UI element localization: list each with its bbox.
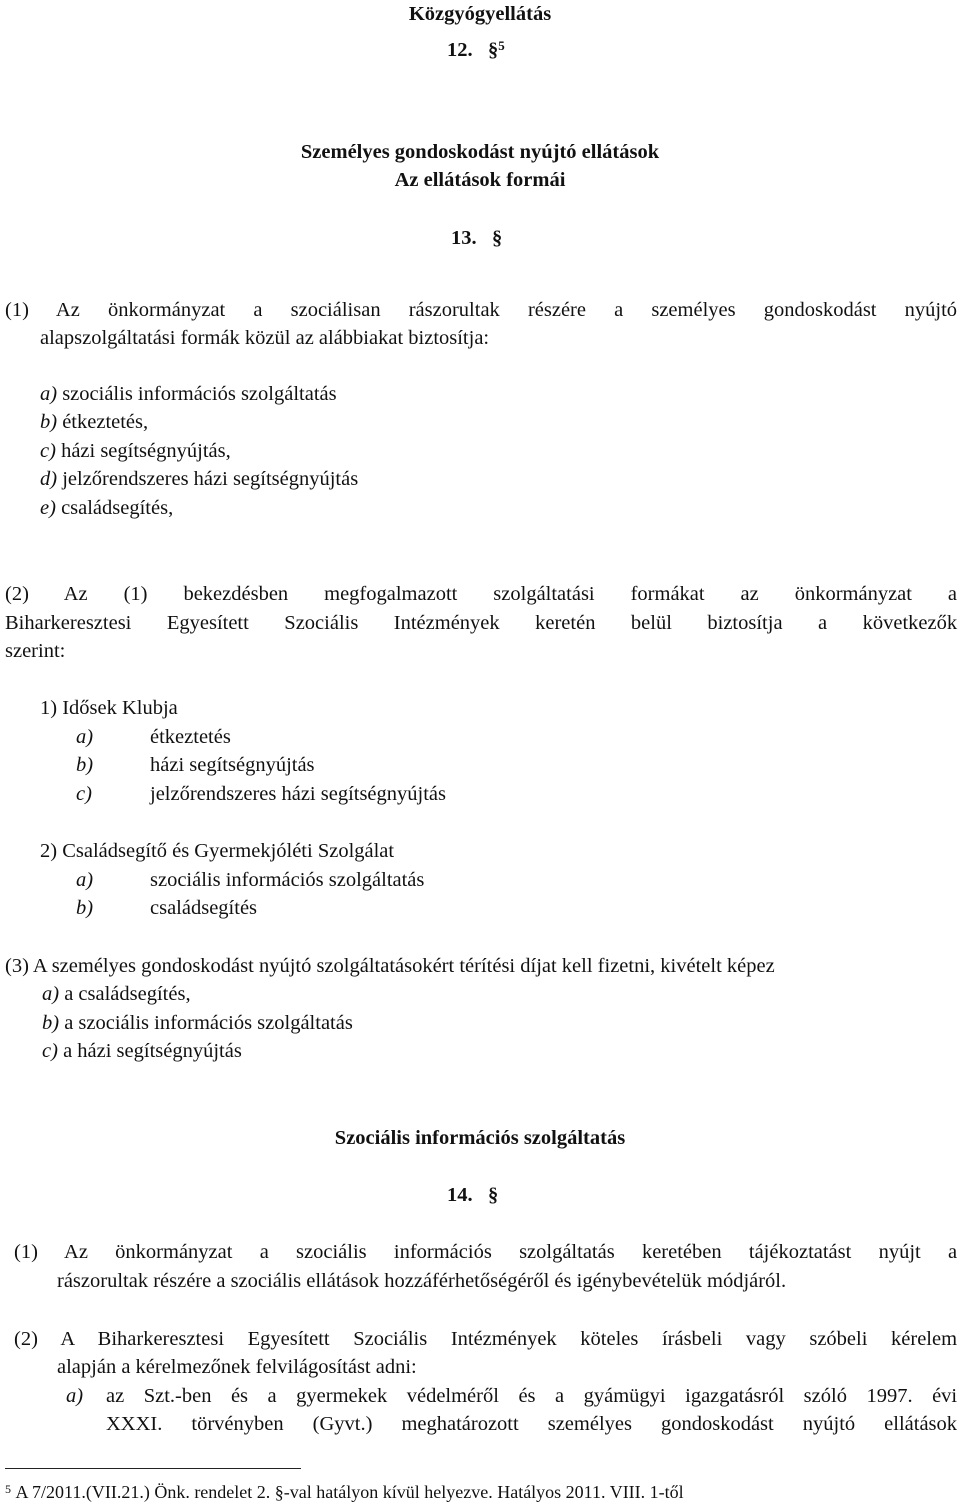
list-item: [76, 751, 315, 779]
list-text: szociális információs szolgáltatás: [62, 383, 337, 405]
list-item: [42, 980, 191, 1008]
footnote-ref-5[interactable]: 5: [498, 38, 505, 53]
section-12-sign: §: [488, 39, 499, 61]
section-title-kozgyogyellatas: Közgyógyellátás: [408, 3, 552, 25]
section-13-number: 13.: [451, 227, 477, 249]
footnote-number: 5: [5, 1482, 11, 1496]
list-text: családsegítés: [150, 897, 258, 919]
section-14-sign: §: [488, 1184, 499, 1206]
list-text: jelzőrendszeres házi segítségnyújtás: [150, 783, 446, 805]
chapter-title: Személyes gondoskodást nyújtó ellátások: [300, 141, 660, 163]
word: személyes: [547, 1413, 632, 1435]
list-item: [76, 723, 231, 751]
word: évi: [932, 1385, 958, 1407]
list-letter: a): [66, 1385, 84, 1407]
word: nyújt: [878, 1241, 921, 1263]
list-text: házi segítségnyújtás: [150, 754, 315, 776]
word: (2): [14, 1328, 38, 1350]
word: a: [947, 1241, 958, 1263]
s14-p2-line1: [14, 1325, 957, 1353]
section-14-title: Szociális információs szolgáltatás: [334, 1127, 626, 1149]
word: Szt.-ben: [143, 1385, 212, 1407]
word: önkormányzat: [107, 299, 226, 321]
word: Az: [55, 299, 80, 321]
word: Az: [63, 583, 88, 605]
s13-p2-line3: szerint:: [5, 640, 66, 662]
word: nyújtó: [802, 1413, 856, 1435]
word: szolgáltatás: [519, 1241, 615, 1263]
s14-p2-line2: alapján a kérelmezőnek felvilágosítást adni:: [57, 1356, 417, 1378]
list-text: családsegítés,: [61, 497, 174, 519]
word: keretén: [535, 612, 596, 634]
word: önkormányzat: [115, 1241, 233, 1263]
list-text: étkeztetés: [150, 726, 231, 748]
word: formákat: [630, 583, 705, 605]
list-text: jelzőrendszeres házi segítségnyújtás: [62, 468, 359, 490]
list-text: a családsegítés,: [64, 983, 191, 1005]
word: önkormányzat: [794, 583, 912, 605]
list-item: [40, 380, 337, 408]
list-letter: b): [42, 1012, 60, 1034]
word: szociálisan: [290, 299, 381, 321]
list-letter: c): [76, 783, 92, 805]
s14-item-line1: [106, 1382, 957, 1410]
s14-p1-line1: [14, 1238, 957, 1266]
word: rászorultak: [408, 299, 500, 321]
list-letter: b): [76, 897, 94, 919]
word: törvényben: [191, 1413, 284, 1435]
s14-p1-line2: rászorultak részére a szociális ellátások hozzáférhetőségéről és igénybevételük módjáról.: [57, 1270, 787, 1292]
word: a: [555, 1385, 565, 1407]
list-item: [40, 437, 231, 465]
list-letter: e): [40, 497, 56, 519]
word: (1): [123, 583, 148, 605]
list-item: [40, 465, 358, 493]
word: részére: [527, 299, 586, 321]
list-item: [42, 1009, 353, 1037]
word: információs: [393, 1241, 492, 1263]
word: Biharkeresztesi: [97, 1328, 225, 1350]
word: írásbeli: [661, 1328, 723, 1350]
word: Intézmények: [393, 612, 500, 634]
s13-p3-line1: (3) A személyes gondoskodást nyújtó szolgáltatásokért térítési díjat kell fizetni, kivételt képez: [5, 955, 775, 977]
list-letter: a): [40, 383, 58, 405]
word: Intézmények: [450, 1328, 557, 1350]
chapter-subtitle: Az ellátások formái: [394, 169, 566, 191]
word: biztosítja: [707, 612, 783, 634]
section-12-heading: [447, 36, 505, 64]
list-item: [76, 780, 446, 808]
list-item: [76, 894, 258, 922]
word: személyes: [651, 299, 736, 321]
word: gyámügyi: [583, 1385, 666, 1407]
list-text: étkeztetés,: [62, 411, 149, 433]
word: Szociális: [284, 612, 359, 634]
word: 1997.: [866, 1385, 913, 1407]
word: Egyesített: [247, 1328, 330, 1350]
word: nyújtó: [904, 299, 958, 321]
list-item: [40, 494, 173, 522]
word: XXXI.: [106, 1413, 163, 1435]
section-13-heading: [451, 224, 502, 252]
word: Biharkeresztesi: [5, 612, 132, 634]
word: szóbeli: [809, 1328, 868, 1350]
list-item: [76, 866, 425, 894]
word: következők: [862, 612, 958, 634]
word: szóló: [803, 1385, 847, 1407]
word: belül: [630, 612, 672, 634]
list-letter: a): [76, 726, 94, 748]
word: megfogalmazott: [324, 583, 458, 605]
word: igazgatásról: [685, 1385, 785, 1407]
list-letter: a): [76, 869, 94, 891]
word: gyermekek: [296, 1385, 388, 1407]
word: és: [230, 1385, 249, 1407]
list-text: a házi segítségnyújtás: [63, 1040, 242, 1062]
word: a: [614, 299, 624, 321]
word: ellátások: [884, 1413, 958, 1435]
list-item: [42, 1037, 242, 1065]
group2-heading: 2) Családsegítő és Gyermekjóléti Szolgálat: [40, 840, 395, 862]
word: kérelem: [891, 1328, 958, 1350]
footnote: [5, 1478, 684, 1506]
word: a: [267, 1385, 277, 1407]
word: az: [106, 1385, 125, 1407]
section-14-heading: [447, 1181, 498, 1209]
footnote-text: A 7/2011.(VII.21.) Önk. rendelet 2. §-val hatályon kívül helyezve. Hatályos 2011. VIII. 1-től: [15, 1482, 684, 1502]
word: (2): [5, 583, 29, 605]
footnote-separator: [5, 1468, 301, 1469]
list-letter: c): [40, 440, 56, 462]
s13-p1-line1: [5, 296, 957, 324]
word: a: [259, 1241, 269, 1263]
list-letter: c): [42, 1040, 58, 1062]
word: vagy: [745, 1328, 786, 1350]
s14-item-letter: [66, 1382, 83, 1410]
group1-heading: 1) Idősek Klubja: [40, 697, 178, 719]
word: védelméről: [406, 1385, 499, 1407]
word: Egyesített: [166, 612, 249, 634]
word: tájékoztatást: [748, 1241, 852, 1263]
word: Az: [64, 1241, 88, 1263]
section-14-number: 14.: [447, 1184, 473, 1206]
word: szolgáltatási: [493, 583, 595, 605]
list-letter: b): [76, 754, 94, 776]
s14-item-line2: [106, 1410, 957, 1438]
section-13-sign: §: [492, 227, 503, 249]
word: gondoskodást: [763, 299, 877, 321]
word: (1): [14, 1241, 38, 1263]
word: keretében: [641, 1241, 722, 1263]
word: és: [518, 1385, 536, 1407]
word: a: [818, 612, 828, 634]
word: A: [60, 1328, 75, 1350]
list-letter: b): [40, 411, 58, 433]
word: a: [947, 583, 958, 605]
list-letter: d): [40, 468, 58, 490]
word: (Gyvt.): [312, 1413, 373, 1435]
word: bekezdésben: [183, 583, 289, 605]
word: gondoskodást: [660, 1413, 774, 1435]
s13-p2-line2: [5, 609, 957, 637]
list-item: [40, 408, 148, 436]
word: az: [740, 583, 759, 605]
s13-p1-line2: alapszolgáltatási formák közül az alábbiakat biztosítja:: [40, 327, 490, 349]
word: köteles: [580, 1328, 639, 1350]
s13-p2-line1: [5, 580, 957, 608]
list-text: házi segítségnyújtás,: [61, 440, 231, 462]
section-12-number: 12.: [447, 39, 473, 61]
word: a: [253, 299, 263, 321]
list-text: szociális információs szolgáltatás: [150, 869, 425, 891]
word: szociális: [296, 1241, 367, 1263]
list-letter: a): [42, 983, 60, 1005]
word: meghatározott: [401, 1413, 519, 1435]
word: (1): [5, 299, 29, 321]
word: Szociális: [353, 1328, 428, 1350]
list-text: a szociális információs szolgáltatás: [64, 1012, 353, 1034]
